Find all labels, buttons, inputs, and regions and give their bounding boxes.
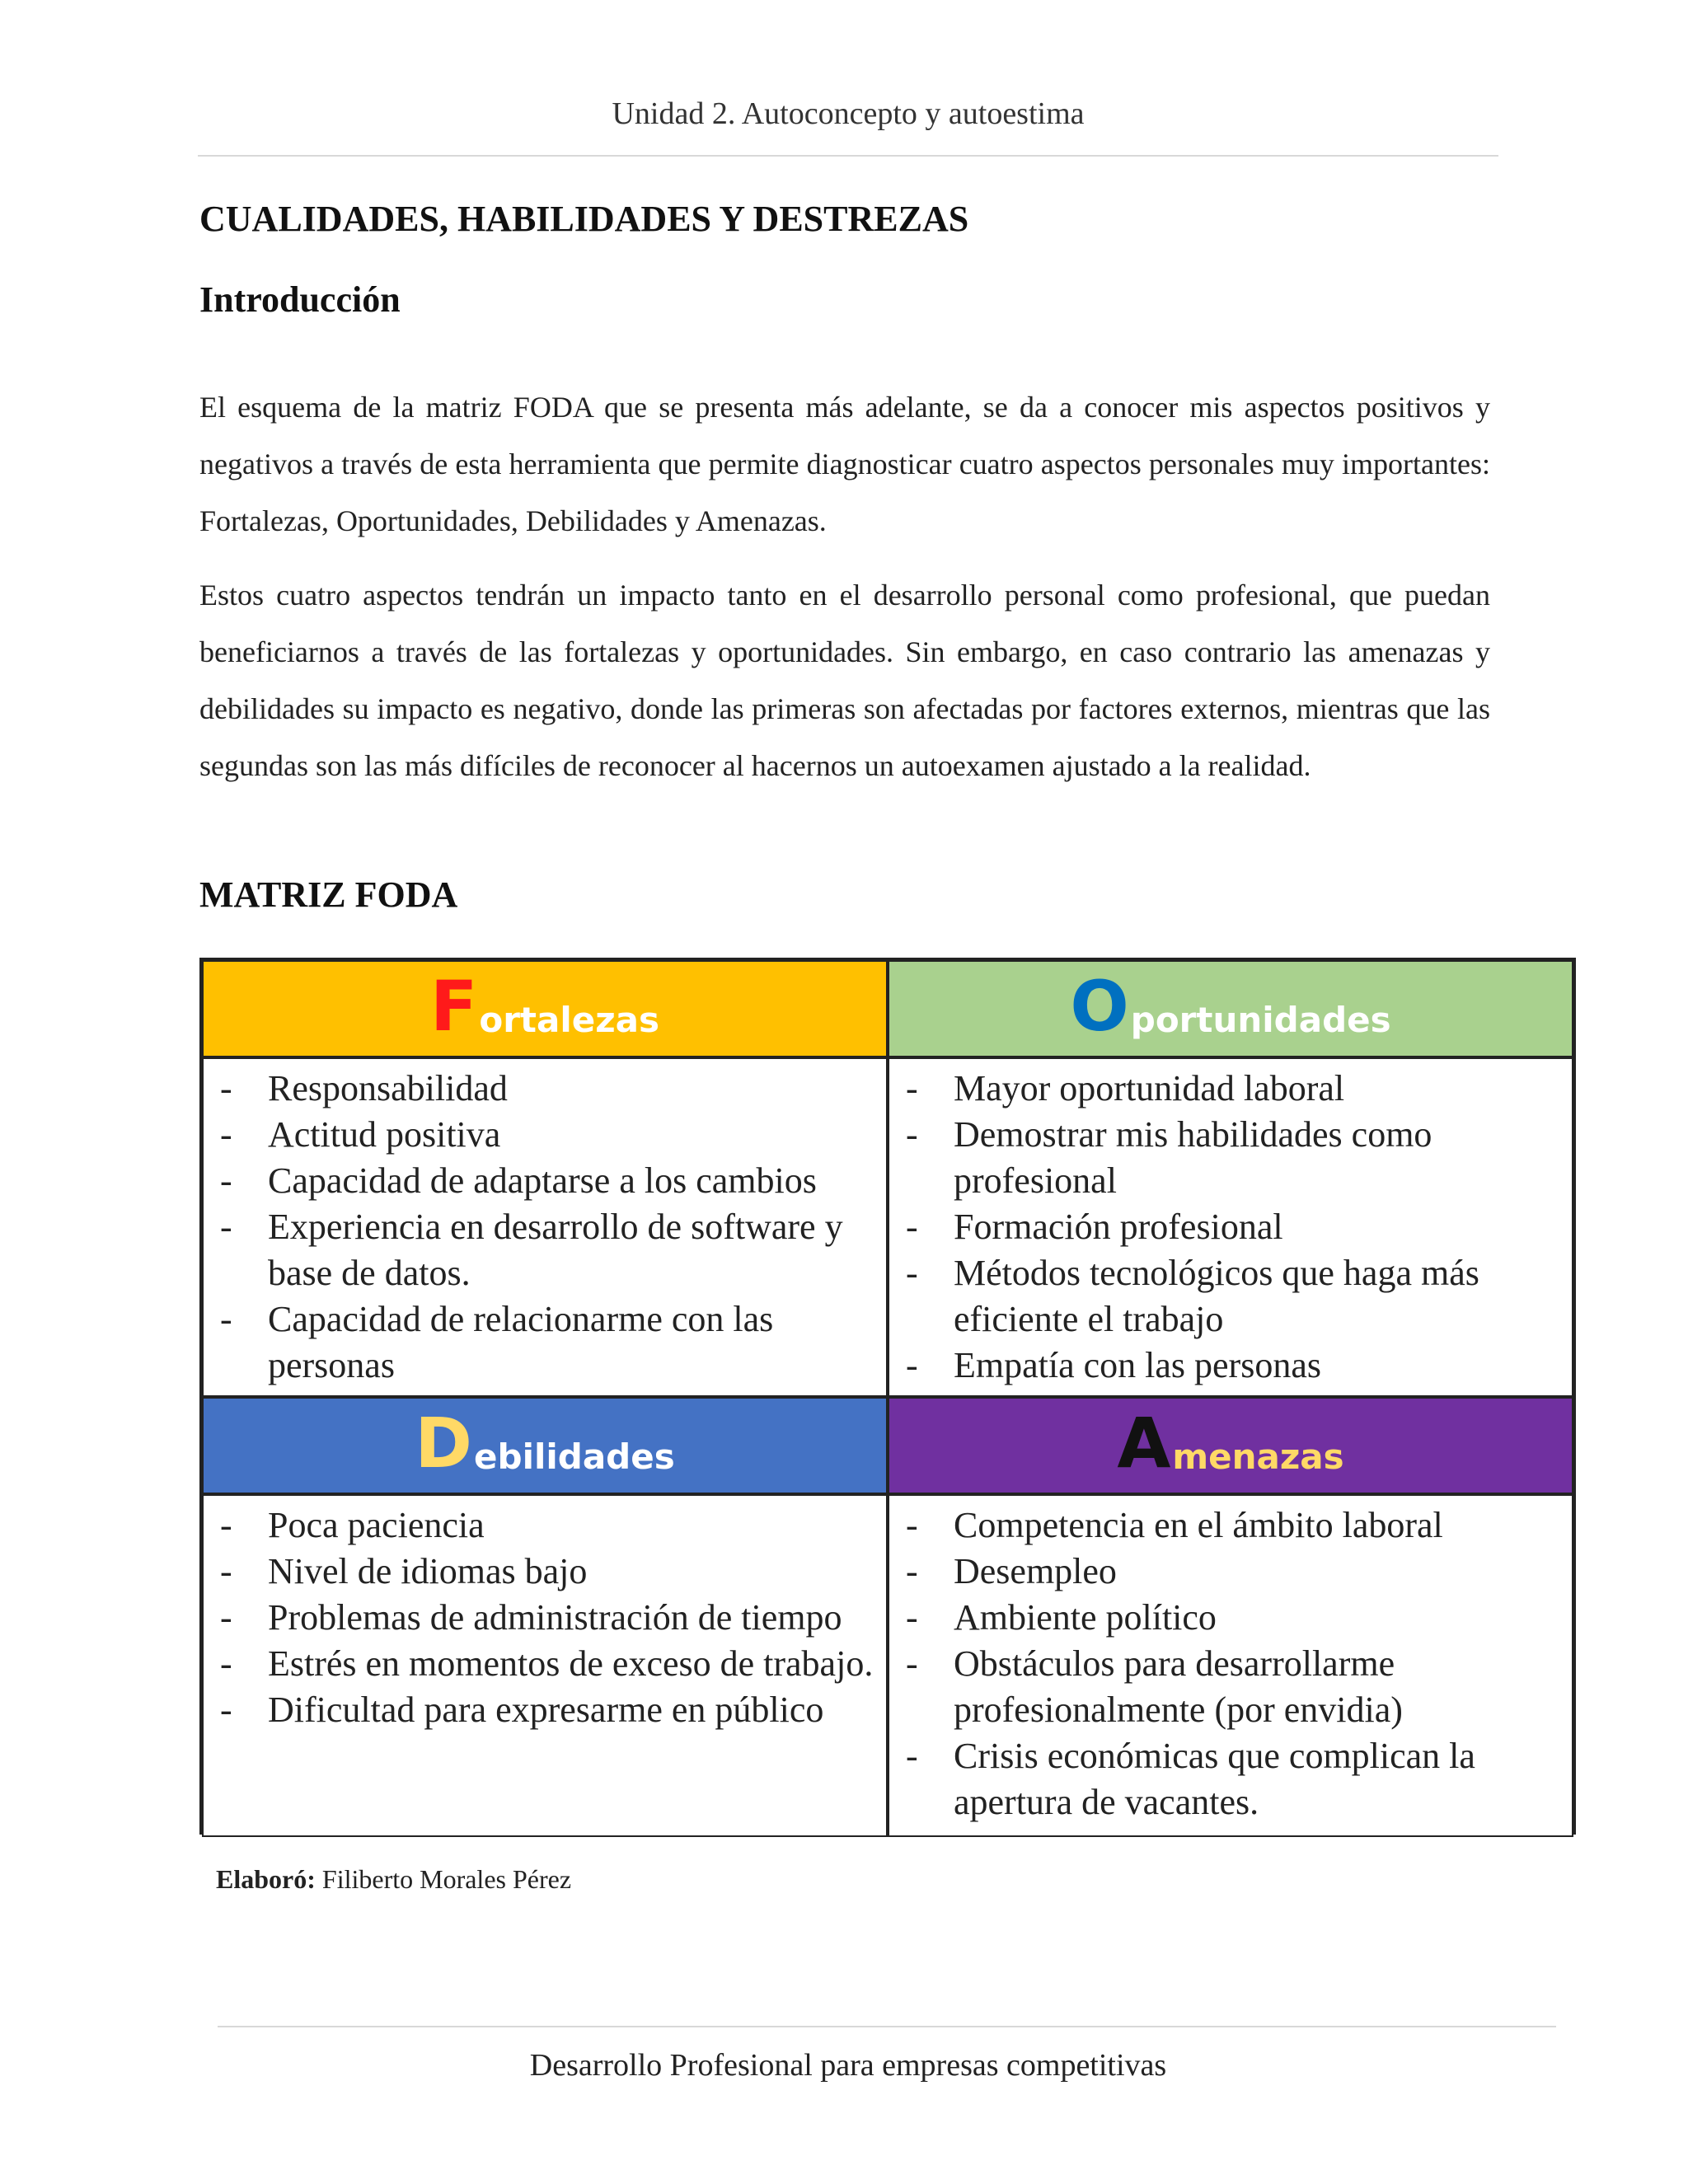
list-item: - Responsabilidad <box>220 1068 508 1108</box>
list-item: - Métodos tecnológicos que haga más eficiente el trabajo <box>906 1253 1479 1339</box>
fortalezas-body <box>202 1057 888 1397</box>
list-item: - Problemas de administración de tiempo <box>220 1597 842 1638</box>
section-title: CUALIDADES, HABILIDADES Y DESTREZAS <box>199 199 969 239</box>
amenazas-initial: A <box>1117 1403 1171 1483</box>
credit-name: Filiberto Morales Pérez <box>321 1864 572 1894</box>
list-item: - Capacidad de relacionarme con las personas <box>220 1299 774 1385</box>
foda-matrix <box>199 958 1576 1835</box>
list-item: - Estrés en momentos de exceso de trabajo. <box>220 1643 874 1684</box>
fortalezas-header <box>202 960 888 1057</box>
intro-title: Introducción <box>199 279 401 320</box>
intro-paragraph-1: El esquema de la matriz FODA que se presenta más adelante, se da a conocer mis aspectos positivos y negativos a través de esta herramienta que permite diagnosticar cuatro aspectos personales muy importantes: Fortalezas, Oportunidades, Debilidades y Amenazas. <box>199 391 1490 537</box>
amenazas-body <box>888 1494 1573 1837</box>
list-item: - Formación profesional <box>906 1207 1283 1247</box>
amenazas-title: menazas <box>1172 1436 1344 1477</box>
credit-label: Elaboró: <box>216 1864 316 1894</box>
list-item: - Demostrar mis habilidades como profesional <box>906 1114 1432 1201</box>
fortalezas-initial: F <box>429 966 478 1047</box>
debilidades-initial: D <box>415 1403 473 1483</box>
header-divider <box>198 155 1498 157</box>
intro-paragraph-2: Estos cuatro aspectos tendrán un impacto tanto en el desarrollo personal como profesional, que puedan beneficiarnos a través de las fortalezas y oportunidades. Sin embargo, en caso contrario las amenazas y debilidades su impacto es negativo, donde las primeras son afectadas por factores externos, mientras que las segundas son las más difíciles de reconocer al hacernos un autoexamen ajustado a la realidad. <box>199 579 1490 782</box>
debilidades-body <box>202 1494 888 1837</box>
oportunidades-initial: O <box>1070 966 1129 1047</box>
list-item: - Nivel de idiomas bajo <box>220 1551 588 1591</box>
oportunidades-header <box>888 960 1573 1057</box>
fortalezas-title: ortalezas <box>479 1000 660 1040</box>
amenazas-header <box>888 1397 1573 1494</box>
list-item: - Dificultad para expresarme en público <box>220 1690 824 1730</box>
oportunidades-body <box>888 1057 1573 1397</box>
list-item: - Desempleo <box>906 1551 1117 1591</box>
credit-line <box>216 1864 571 1895</box>
debilidades-header <box>202 1397 888 1494</box>
oportunidades-title: portunidades <box>1130 1000 1391 1040</box>
page-footer: Desarrollo Profesional para empresas competitivas <box>529 2048 1167 2083</box>
page-header: Unidad 2. Autoconcepto y autoestima <box>612 96 1085 131</box>
list-item: - Crisis económicas que complican la apertura de vacantes. <box>906 1736 1475 1822</box>
list-item: - Experiencia en desarrollo de software y base de datos. <box>220 1207 843 1293</box>
list-item: - Actitud positiva <box>220 1114 501 1155</box>
list-item: - Obstáculos para desarrollarme profesionalmente (por envidia) <box>906 1643 1403 1730</box>
footer-divider <box>218 2026 1556 2027</box>
list-item: - Empatía con las personas <box>906 1345 1321 1385</box>
matrix-title: MATRIZ FODA <box>199 874 458 915</box>
list-item: - Capacidad de adaptarse a los cambios <box>220 1160 817 1201</box>
list-item: - Ambiente político <box>906 1597 1217 1638</box>
list-item: - Mayor oportunidad laboral <box>906 1068 1345 1108</box>
debilidades-title: ebilidades <box>474 1436 675 1477</box>
list-item: - Competencia en el ámbito laboral <box>906 1505 1443 1545</box>
list-item: - Poca paciencia <box>220 1505 485 1545</box>
